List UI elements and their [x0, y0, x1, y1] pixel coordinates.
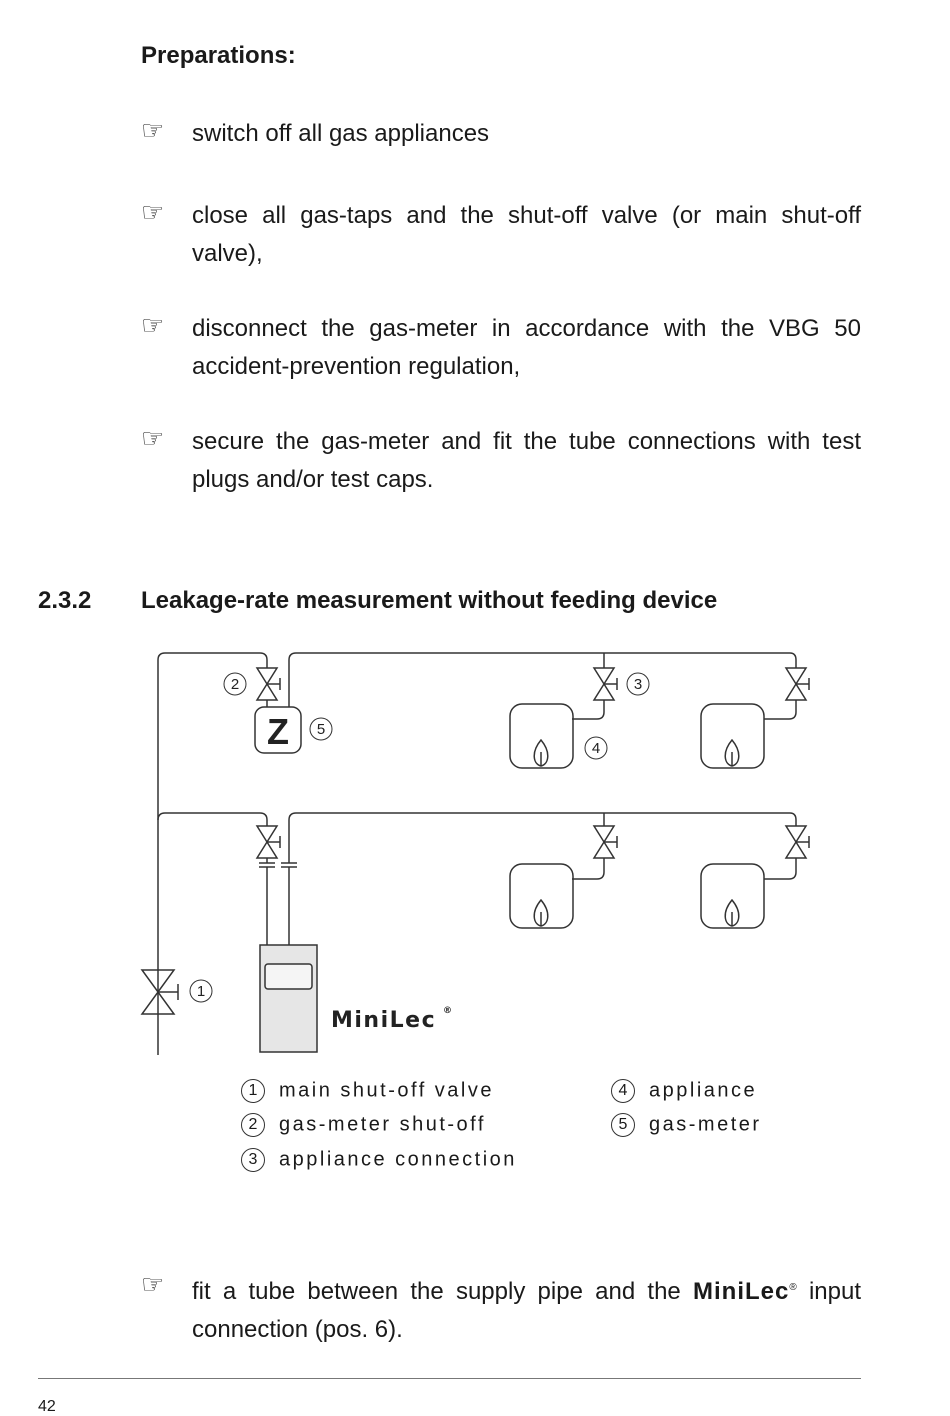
pointing-hand-icon: ☞ — [141, 423, 165, 453]
legend-item — [611, 1079, 757, 1103]
pointing-hand-icon: ☞ — [141, 310, 165, 340]
piping-diagram — [0, 640, 950, 1070]
legend-item — [241, 1113, 486, 1137]
callout-1-label: 1 — [196, 983, 206, 1000]
section-title: Leakage-rate measurement without feeding device — [141, 587, 718, 614]
preparations-heading: Preparations: — [141, 42, 296, 69]
bullet-secure-meter — [141, 423, 861, 499]
footer-divider — [38, 1378, 861, 1379]
legend-label: appliance — [649, 1079, 758, 1102]
bullet-switch-off — [141, 115, 861, 153]
bullet-text: disconnect the gas-meter in accordance with the VBG 50 accident-prevention regulation, — [192, 315, 861, 380]
bullet-fit-tube — [141, 1269, 861, 1349]
bullet-disconnect-meter — [141, 310, 861, 386]
page-number: 42 — [38, 1398, 56, 1415]
minilec-brand-label: MiniLec — [331, 1008, 437, 1033]
registered-mark: ® — [443, 1006, 452, 1016]
bullet-text — [192, 1269, 861, 1349]
gas-meter-letter: Z — [267, 711, 289, 752]
legend-label: gas-meter shut-off — [279, 1113, 486, 1136]
legend-label: gas-meter — [649, 1113, 762, 1136]
legend-number: 4 — [611, 1079, 635, 1103]
pointing-hand-icon: ☞ — [141, 115, 165, 145]
shutoff-valve-icon — [257, 826, 280, 858]
section-number: 2.3.2 — [38, 587, 92, 614]
appliance-valve-icon — [594, 826, 617, 858]
minilec-device-icon — [260, 945, 317, 1052]
legend-item — [241, 1148, 517, 1172]
appliance-valve-icon — [786, 826, 809, 858]
legend-number: 2 — [241, 1113, 265, 1137]
callout-5-label: 5 — [316, 721, 326, 738]
legend-label: main shut-off valve — [279, 1079, 494, 1102]
pointing-hand-icon: ☞ — [141, 1269, 165, 1299]
legend-number: 1 — [241, 1079, 265, 1103]
callout-4-label: 4 — [591, 740, 601, 757]
flame-icon — [725, 740, 739, 766]
legend-number: 3 — [241, 1148, 265, 1172]
bullet-text: close all gas-taps and the shut-off valve (or main shut-off valve), — [192, 202, 861, 267]
bullet-text: secure the gas-meter and fit the tube connections with test plugs and/or test caps. — [192, 428, 861, 493]
callout-2-label: 2 — [230, 676, 240, 693]
flame-icon — [534, 740, 548, 766]
legend-item — [241, 1079, 494, 1103]
bullet-text-before: fit a tube between the supply pipe and the — [192, 1278, 681, 1305]
callout-3-label: 3 — [633, 676, 643, 693]
registered-mark-inline: ® — [789, 1282, 797, 1293]
appliance-valve-icon — [594, 668, 617, 700]
legend-label: appliance connection — [279, 1148, 517, 1171]
legend-number: 5 — [611, 1113, 635, 1137]
flame-icon — [534, 900, 548, 926]
gas-meter-shutoff-valve-icon — [257, 668, 280, 700]
minilec-display-icon — [265, 964, 312, 989]
legend-item — [611, 1113, 762, 1137]
bullet-text: switch off all gas appliances — [192, 120, 490, 147]
flame-icon — [725, 900, 739, 926]
minilec-brand-inline: MiniLec — [693, 1278, 790, 1305]
pointing-hand-icon: ☞ — [141, 197, 165, 227]
bullet-close-taps — [141, 197, 861, 273]
appliance-valve-icon — [786, 668, 809, 700]
bullet-text-after: input connection (pos. 6). — [192, 1278, 862, 1343]
